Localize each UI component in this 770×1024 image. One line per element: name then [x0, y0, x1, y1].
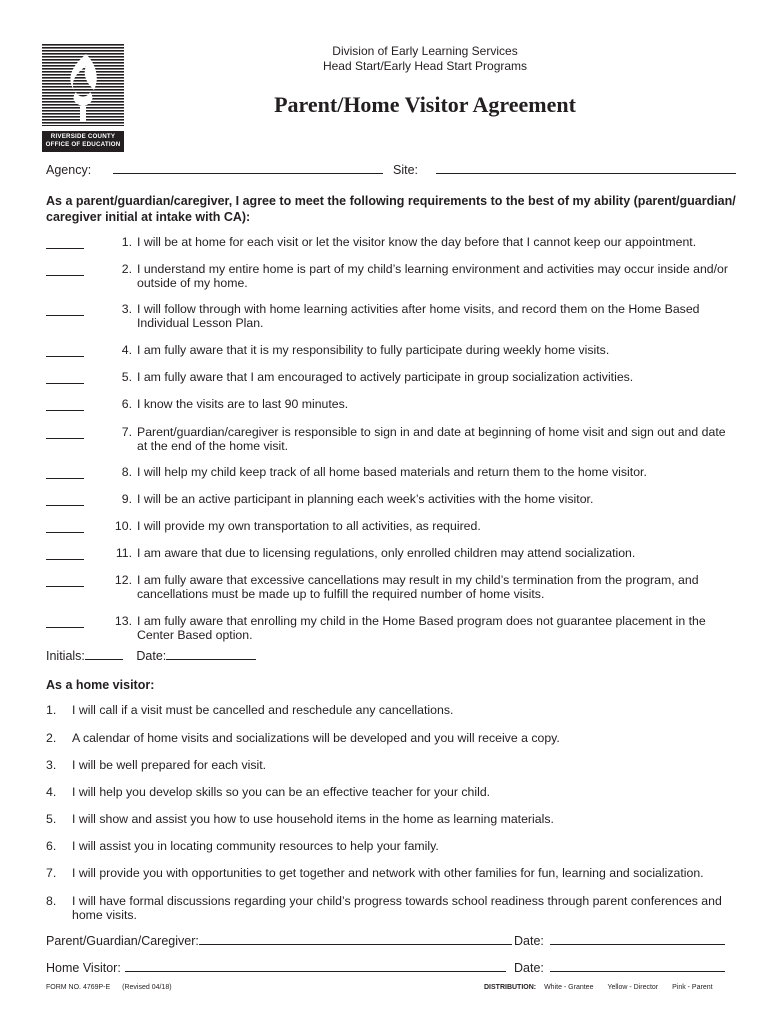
item-text: I will assist you in locating community resources to help your family.	[72, 839, 439, 853]
division-name: Division of Early Learning Services	[332, 44, 518, 58]
item-number: 8.	[121, 465, 132, 479]
item-number: 12.	[114, 573, 132, 587]
visitor-signature-row	[46, 961, 506, 975]
agency-field-row	[46, 163, 383, 177]
logo-caption-line2: OFFICE OF EDUCATION	[45, 141, 121, 148]
site-field-row	[393, 163, 736, 177]
item-text: I am fully aware that enrolling my child in the Home Based program does not guarantee placement in the Center Based option.	[137, 614, 706, 642]
item-text: I will have formal discussions regarding your child’s progress towards school readiness through parent conferences and home visits.	[72, 894, 722, 922]
initial-blank[interactable]	[46, 573, 84, 587]
home-visitor-heading: As a home visitor:	[46, 678, 155, 692]
item-text: I am fully aware that excessive cancellations may result in my child’s termination from the program, and cancellations must be made up to fulfill the required number of home visits.	[137, 573, 699, 601]
item-number: 8.	[46, 894, 57, 908]
item-number: 1.	[121, 235, 132, 249]
item-number: 10.	[114, 519, 132, 533]
item-text: I will show and assist you how to use household items in the home as learning materials.	[72, 812, 554, 826]
item-text: I will call if a visit must be cancelled and reschedule any cancellations.	[72, 703, 454, 717]
parent-date-input[interactable]	[550, 944, 725, 945]
site-input[interactable]	[436, 173, 736, 174]
item-text: I understand my entire home is part of my child’s learning environment and activities may occur inside and/or outside of my home.	[137, 262, 728, 290]
parent-agreement-intro: As a parent/guardian/caregiver, I agree to meet the following requirements to the best of my ability (parent/guardian/ caregiver initial at intake with CA):	[46, 194, 736, 224]
initials-row	[46, 649, 256, 663]
visitor-date-input[interactable]	[550, 971, 725, 972]
item-text: I will provide my own transportation to all activities, as required.	[137, 519, 481, 533]
item-text: I will help my child keep track of all home based materials and return them to the home visitor.	[137, 465, 647, 479]
parent-signature-row	[46, 934, 512, 948]
initial-blank[interactable]	[46, 370, 84, 384]
item-text: I am fully aware that I am encouraged to actively participate in group socialization activities.	[137, 370, 634, 384]
item-number: 6.	[121, 397, 132, 411]
program-name: Head Start/Early Head Start Programs	[322, 59, 528, 73]
distribution-pink: Pink - Parent	[672, 984, 713, 991]
distribution-white: White - Grantee	[544, 984, 594, 991]
item-number: 3.	[46, 758, 57, 772]
visitor-signature-label: Home Visitor:	[46, 961, 121, 975]
agency-input[interactable]	[113, 173, 383, 174]
parent-signature-label: Parent/Guardian/Caregiver:	[46, 934, 199, 948]
form-number	[46, 984, 172, 991]
item-number: 4.	[121, 343, 132, 357]
parent-date-row	[514, 934, 725, 948]
item-number: 4.	[46, 785, 57, 799]
initials-input[interactable]	[85, 659, 123, 660]
item-number: 6.	[46, 839, 57, 853]
item-text: I will help you develop skills so you can be an effective teacher for your child.	[72, 785, 491, 799]
item-number: 3.	[121, 302, 132, 316]
initial-blank[interactable]	[46, 302, 84, 316]
item-text: I know the visits are to last 90 minutes.	[137, 397, 349, 411]
distribution-yellow: Yellow - Director	[607, 984, 659, 991]
item-number: 2.	[46, 731, 57, 745]
item-number: 5.	[121, 370, 132, 384]
item-number: 7.	[46, 866, 57, 880]
agency-label: Agency:	[46, 163, 92, 177]
initial-blank[interactable]	[46, 235, 84, 249]
visitor-date-row	[514, 961, 725, 975]
visitor-date-label: Date:	[514, 961, 544, 975]
parent-date-label: Date:	[514, 934, 544, 948]
revised-date: (Revised 04/18)	[122, 984, 172, 991]
visitor-signature-input[interactable]	[125, 971, 506, 972]
initial-blank[interactable]	[46, 262, 84, 276]
item-number: 11.	[115, 546, 132, 560]
distribution-label: DISTRIBUTION:	[484, 984, 537, 991]
item-number: 2.	[121, 262, 132, 276]
item-text: A calendar of home visits and socializations will be developed and you will receive a copy.	[72, 731, 560, 745]
item-number: 7.	[121, 425, 132, 439]
item-text: I will follow through with home learning activities after home visits, and record them on the Home Based Individual Lesson Plan.	[137, 302, 700, 330]
item-text: I will be an active participant in planning each week’s activities with the home visitor.	[137, 492, 594, 506]
parent-signature-input[interactable]	[199, 944, 512, 945]
initial-blank[interactable]	[46, 425, 84, 439]
logo-caption	[42, 131, 124, 152]
initial-blank[interactable]	[46, 397, 84, 411]
item-number: 13.	[114, 614, 132, 628]
item-text: I am fully aware that it is my responsibility to fully participate during weekly home visits.	[137, 343, 610, 357]
initials-date-label: Date:	[136, 649, 167, 663]
distribution-list	[484, 984, 713, 991]
initial-blank[interactable]	[46, 465, 84, 479]
initials-date-input[interactable]	[166, 659, 256, 660]
item-text: I am aware that due to licensing regulations, only enrolled children may attend socialization.	[137, 546, 636, 560]
logo-caption-line1: RIVERSIDE COUNTY	[50, 133, 116, 140]
item-text: Parent/guardian/caregiver is responsible to sign in and date at beginning of home visit and sign out and date at the end of the home visit.	[137, 425, 726, 453]
item-number: 1.	[46, 703, 57, 717]
item-text: I will provide you with opportunities to get together and network with other families for fun, learning and socialization.	[72, 866, 704, 880]
site-label: Site:	[393, 163, 419, 177]
item-number: 5.	[46, 812, 57, 826]
initial-blank[interactable]	[46, 519, 84, 533]
item-text: I will be well prepared for each visit.	[72, 758, 267, 772]
item-number: 9.	[121, 492, 132, 506]
initials-label: Initials:	[46, 649, 85, 663]
page-title: Parent/Home Visitor Agreement	[274, 92, 576, 117]
form-number-text: FORM NO. 4769P-E	[46, 984, 111, 991]
initial-blank[interactable]	[46, 343, 84, 357]
initial-blank[interactable]	[46, 492, 84, 506]
item-text: I will be at home for each visit or let the visitor know the day before that I cannot keep our appointment.	[137, 235, 697, 249]
initial-blank[interactable]	[46, 614, 84, 628]
initial-blank[interactable]	[46, 546, 84, 560]
